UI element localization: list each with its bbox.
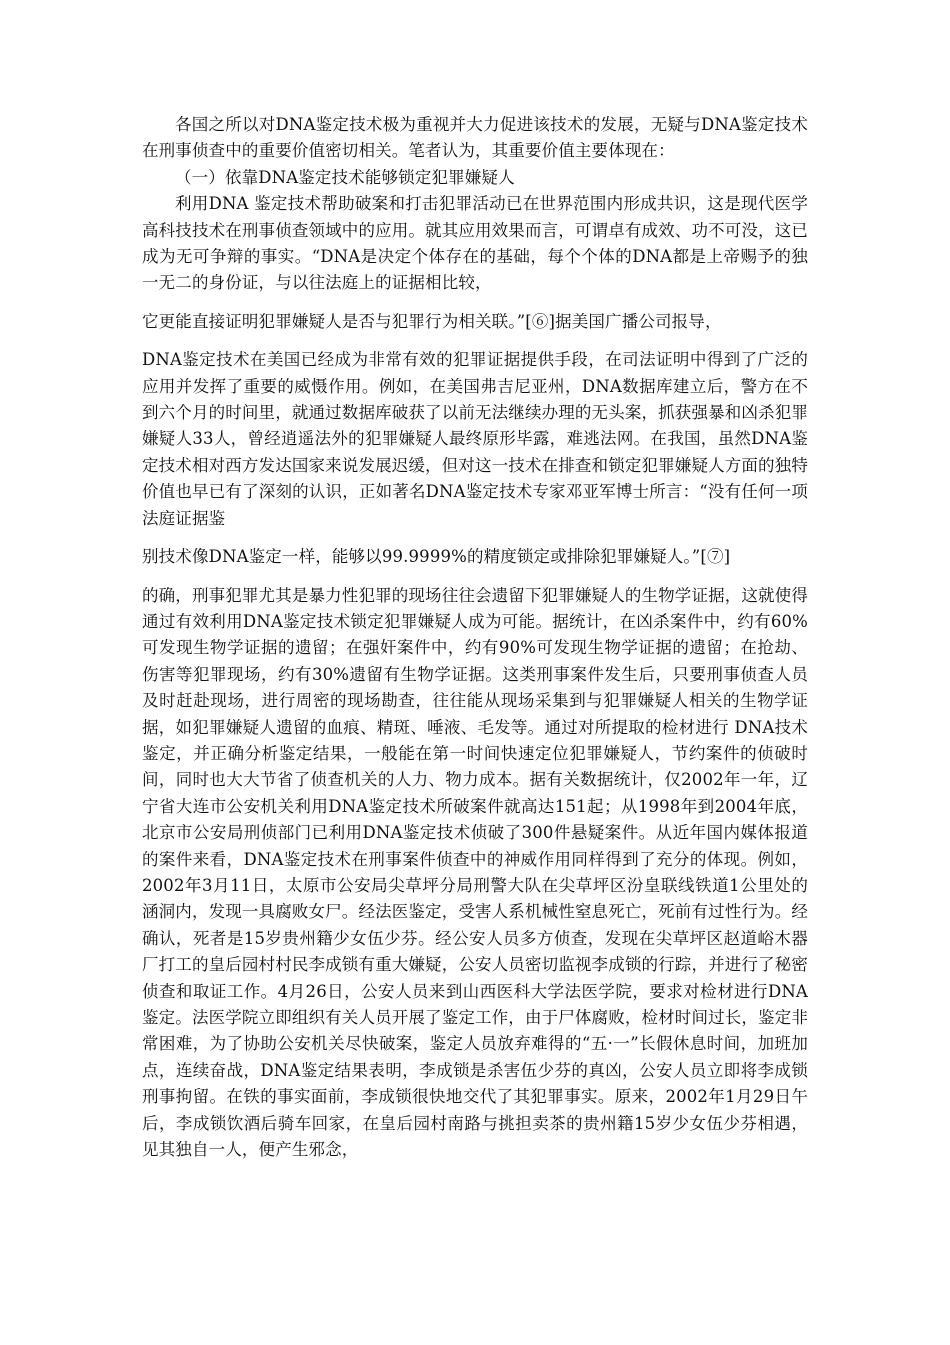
document-page <box>142 112 808 1163</box>
paragraph-quote-end: 它更能直接证明犯罪嫌疑人是否与犯罪行为相关联。”[⑥]据美国广播公司报导， <box>142 311 722 331</box>
section-heading: （一）依靠DNA鉴定技术能够锁定犯罪嫌疑人 <box>175 167 515 187</box>
paragraph-precision: 别技术像DNA鉴定一样，能够以99.9999%的精度锁定或排除犯罪嫌疑人。”[⑦] <box>142 547 731 567</box>
line-gap <box>142 532 808 544</box>
paragraph-cases: 的确，刑事犯罪尤其是暴力性犯罪的现场往往会遗留下犯罪嫌疑人的生物学证据，这就使得通过有效利用DNA鉴定技术锁定犯罪嫌疑人成为可能。据统计，在凶杀案件中，约有60%可发现生物学证据的遗留；在强奸案件中，约有90%可发现生物学证据的遗留；在抢劫、伤害等犯罪现场，约有30%遗留有生物学证据。这类刑事案件发生后，只要刑事侦查人员及时赶赴现场，进行周密的现场勘查，往往能从现场采集到与犯罪嫌疑人相关的生物学证据，如犯罪嫌疑人遗留的血痕、精斑、唾液、毛发等。通过对所提取的检材进行 DNA技术鉴定，并正确分析鉴定结果，一般能在第一时间快速定位犯罪嫌疑人，节约案件的侦破时间，同时也大大节省了侦查机关的人力、物力成本。据有关数据统计，仅2002年一年，辽宁省大连市公安机关利用DNA鉴定技术所破案件就高达151起；从1998年到2004年底，北京市公安局刑侦部门已利用DNA鉴定技术侦破了300件悬疑案件。从近年国内媒体报道的案件来看，DNA鉴定技术在刑事案件侦查中的神威作用同样得到了充分的体现。例如，2002年3月11日，太原市公安局尖草坪分局刑警大队在尖草坪区汾皇联线铁道1公里处的涵洞内，发现一具腐败女尸。经法医鉴定，受害人系机械性窒息死亡，死前有过性行为。经确认，死者是15岁贵州籍少女伍少芬。经公安人员多方侦查，发现在尖草坪区赵道峪木器厂打工的皇后园村村民李成锁有重大嫌疑，公安人员密切监视李成锁的行踪，并进行了秘密侦查和取证工作。4月26日，公安人员来到山西医科大学法医学院，要求对检材进行DNA鉴定。法医学院立即组织有关人员开展了鉴定工作，由于尸体腐败，检材时间过长，鉴定非常困难，为了协助公安机关尽快破案，鉴定人员放弃难得的“五·一”长假休息时间，加班加点，连续奋战，DNA鉴定结果表明，李成锁是杀害伍少芬的真凶，公安人员立即将李成锁刑事拘留。在铁的事实面前，李成锁很快地交代了其犯罪事实。原来，2002年1月29日午后，李成锁饮酒后骑车回家，在皇后园村南路与挑担卖茶的贵州籍15岁少女伍少芬相遇，见其独自一人，便产生邪念， <box>142 585 808 1160</box>
paragraph-usa: DNA鉴定技术在美国已经成为非常有效的犯罪证据提供手段，在司法证明中得到了广泛的应用并发挥了重要的威慑作用。例如，在美国弗吉尼亚州，DNA数据库建立后，警方在不到六个月的时间里，就通过数据库破获了以前无法继续办理的无头案，抓获强暴和凶杀犯罪嫌疑人33人，曾经逍遥法外的犯罪嫌疑人最终原形毕露，难逃法网。在我国，虽然DNA鉴定技术相对西方发达国家来说发展迟缓，但对这一技术在排查和锁定犯罪嫌疑人方面的独特价值也早已有了深刻的认识，正如著名DNA鉴定技术专家邓亚军博士所言：“没有任何一项法庭证据鉴 <box>142 350 808 528</box>
line-gap <box>142 335 808 347</box>
paragraph-consensus: 利用DNA 鉴定技术帮助破案和打击犯罪活动已在世界范围内形成共识，这是现代医学高科技技术在刑事侦查领域中的应用。就其应用效果而言，可谓卓有成效、功不可没，这已成为无可争辩的事实。“DNA是决定个体存在的基础，每个个体的DNA都是上帝赐予的独一无二的身份证，与以往法庭上的证据相比较， <box>142 194 808 293</box>
paragraph-intro: 各国之所以对DNA鉴定技术极为重视并大力促进该技术的发展，无疑与DNA鉴定技术在刑事侦查中的重要价值密切相关。笔者认为，其重要价值主要体现在： <box>142 115 808 161</box>
line-gap <box>142 571 808 583</box>
line-gap <box>142 297 808 309</box>
